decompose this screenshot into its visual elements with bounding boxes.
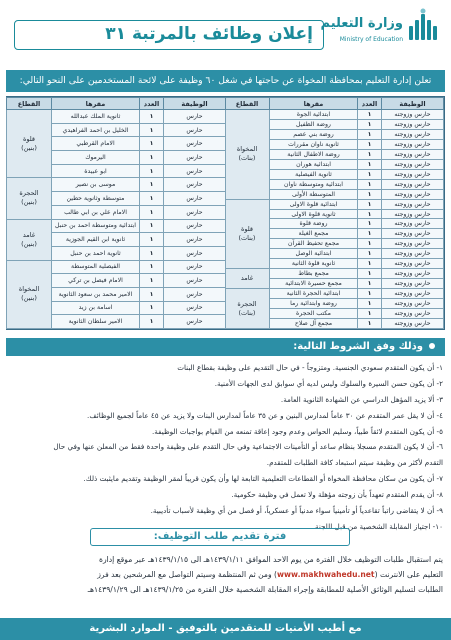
intro-text: تعلن إدارة التعليم بمحافظة المخواة عن حاجتها في شغل ٦٠ وظيفة على لائحة المستخدمين على النحو التالي: (6, 70, 445, 92)
condition-item: ١- أن يكون المتقدم سعودي الجنسية. ومتزوجاً - في حال التقديم على وظيفة بقطاع البنات (177, 363, 443, 372)
job-title-cell: حارس (164, 301, 226, 315)
table-row (7, 260, 226, 274)
count-cell: ١ (358, 299, 382, 309)
location-cell: الامام القرطبي (52, 137, 140, 151)
table-row (7, 178, 226, 192)
job-title-cell: حارس وزوجته (382, 119, 444, 129)
sector-cell (7, 110, 52, 178)
count-cell: ١ (140, 110, 164, 124)
count-cell: ١ (358, 159, 382, 169)
jobs-grid-left (6, 97, 226, 329)
location-cell: ثانوية قلوة الثانية (270, 259, 358, 269)
ministry-name-en: Ministry of Education (339, 36, 403, 43)
location-cell: ابتدائية الجوة (270, 110, 358, 120)
job-title-cell: حارس وزوجته (382, 219, 444, 229)
job-title-cell: حارس (164, 233, 226, 247)
job-title-cell: حارس وزوجته (382, 249, 444, 259)
table-header-row (225, 98, 444, 110)
count-cell: ١ (140, 315, 164, 329)
apply-line-2-end: ومن ثم المنتظمة وسيتم التواصل مع المرشحين بعد فرز (97, 570, 272, 579)
condition-item: ٨- أن يقدم المتقدم تعهداً بأن زوجته مؤهلة ولا تعمل في وظيفة حكومية. (231, 490, 443, 500)
ministry-name-ar: وزارة التعليم (320, 16, 403, 31)
location-cell: الامير محمد بن سعود الثانوية (52, 287, 140, 301)
job-title-cell: حارس (164, 192, 226, 206)
location-cell: الامير سلطان الثانوية (52, 315, 140, 329)
location-cell: ابو عبيدة (52, 164, 140, 178)
sector-name: غامد (22, 230, 36, 239)
job-title-cell: حارس وزوجته (382, 229, 444, 239)
sector-name: قلوة (22, 134, 36, 143)
table-row (7, 110, 226, 124)
count-cell: ١ (358, 149, 382, 159)
location-cell: الامام علي بن ابي طالب (52, 205, 140, 219)
count-cell: ١ (358, 119, 382, 129)
job-title-cell: حارس وزوجته (382, 189, 444, 199)
condition-item: التقدم لأكثر من وظيفة سيتم استبعاد كافة الطلبات للمتقدم. (266, 458, 443, 468)
sector-cell (225, 289, 270, 329)
condition-item: ٦- أن لا يكون المتقدم مسجلا بنظام ساعد أو التأمينات الاجتماعية وفي حال التقدم على وظيفة واحدة فقط من المعلن عنها وفي حال (53, 442, 443, 452)
condition-item: ٩- أن لا يتقاضى راتباً تقاعدياً أو تأمينياً سواء مدنياً أو عسكرياً، أو فصل من أي وظيفة لأسباب تأديبية. (150, 506, 443, 516)
table-row (225, 110, 444, 120)
job-title-cell: حارس وزوجته (382, 129, 444, 139)
location-cell: موسى بن نصير (52, 178, 140, 192)
count-cell: ١ (140, 123, 164, 137)
job-title-cell: حارس وزوجته (382, 319, 444, 329)
sector-gender: (بنين) (21, 239, 37, 248)
jobs-grid-right (224, 97, 444, 329)
job-title-cell: حارس وزوجته (382, 209, 444, 219)
header-count: العدد (140, 98, 164, 110)
job-title-cell: حارس (164, 274, 226, 288)
header-job: الوظيفة (382, 98, 444, 110)
job-title-cell: حارس (164, 287, 226, 301)
job-title-cell: حارس وزوجته (382, 159, 444, 169)
ministry-logo (320, 6, 441, 58)
job-title-cell: حارس وزوجته (382, 299, 444, 309)
condition-item: ٣- ألا يزيد المؤهل الدراسي عن الشهادة الثانوية العامة. (280, 394, 443, 404)
sector-gender: (بنات) (238, 308, 256, 317)
location-cell: ابتدائية الحجرة الثانية (270, 289, 358, 299)
count-cell: ١ (140, 178, 164, 192)
count-cell: ١ (358, 199, 382, 209)
count-cell: ١ (140, 301, 164, 315)
count-cell: ١ (140, 287, 164, 301)
job-title-cell: حارس (164, 260, 226, 274)
apply-line-3: الطلبات لتسليم الوثائق الأصلية للمطابقة وإجراء المقابلة الشخصية خلال الفترة من ١٤٣٩/١/٢٥هـ الى ١٤٣٩/١/٢٩هـ (87, 585, 443, 594)
job-title-cell: حارس وزوجته (382, 239, 444, 249)
job-title-cell: حارس وزوجته (382, 169, 444, 179)
table-row (7, 219, 226, 233)
job-title-cell: حارس وزوجته (382, 139, 444, 149)
sector-name: المخواة (18, 285, 40, 294)
count-cell: ١ (358, 139, 382, 149)
apply-line-1: يتم استقبال طلبات التوظيف خلال الفترة من يوم الاحد الموافق ١٤٣٩/١/١١هـ الى ١٤٣٩/١/١٥هـ عبر موقع إدارة (98, 555, 443, 564)
location-cell: مجمع الغيلة (270, 229, 358, 239)
location-cell: مجمع بطاط (270, 269, 358, 279)
location-cell: روضة الاطفال الثانية (270, 149, 358, 159)
job-title-cell: حارس وزوجته (382, 199, 444, 209)
job-title-cell: حارس (164, 178, 226, 192)
location-cell: روضة وابتدائية رما (270, 299, 358, 309)
location-cell: ثانوية الملك عبدالله (52, 110, 140, 124)
table-row (225, 199, 444, 209)
location-cell: روضة قلوة (270, 219, 358, 229)
count-cell: ١ (140, 219, 164, 233)
sector-cell (225, 110, 270, 200)
count-cell: ١ (358, 179, 382, 189)
condition-item: ٥- أن يكون المتقدم لائقاً طبياً، وسليم الحواس وعدم وجود إعاقة تمنعه من القيام بواجبات الوظيفة. (152, 426, 443, 436)
location-cell: مجمع تحفيظ القرآن (270, 239, 358, 249)
bullet-icon (429, 343, 435, 349)
table-row (225, 269, 444, 279)
apply-line-2-start: التعليم على الانترنت (379, 570, 443, 579)
sector-name: قلوة (240, 224, 254, 233)
count-cell: ١ (358, 229, 382, 239)
sector-name: الحجرة (237, 299, 257, 308)
page-title: إعلان وظائف بالمرتبة ٣١ (105, 24, 313, 44)
sector-cell (225, 199, 270, 269)
job-title-cell: حارس وزوجته (382, 179, 444, 189)
footer (0, 618, 451, 640)
condition-item: ٢- أن يكون حسن السيرة والسلوك وليس لديه أي سوابق لدى الجهات الأمنية. (214, 378, 443, 388)
header (0, 0, 451, 68)
sector-name: غامد (240, 274, 254, 283)
job-title-cell: حارس (164, 123, 226, 137)
job-title-cell: حارس وزوجته (382, 279, 444, 289)
location-cell: روضة بني عصم (270, 129, 358, 139)
job-title-cell: حارس (164, 246, 226, 260)
sector-cell (7, 219, 52, 260)
sector-gender: (بنين) (21, 198, 37, 207)
location-cell: ثانوية احمد بن حنبل (52, 246, 140, 260)
condition-item: ١٠- اجتياز المقابلة الشخصية من قبل اللجنة. (312, 521, 443, 531)
table-row (225, 289, 444, 299)
job-title-cell: حارس (164, 219, 226, 233)
count-cell: ١ (358, 129, 382, 139)
count-cell: ١ (358, 110, 382, 120)
footer-text: مع أطيب الأمنيات للمتقدمين بالتوفيق - الموارد البشرية (89, 623, 362, 634)
count-cell: ١ (358, 219, 382, 229)
header-location: مقرها (52, 98, 140, 110)
job-title-cell: حارس (164, 151, 226, 165)
sector-name: الحجرة (19, 189, 39, 198)
sector-gender: (بنات) (238, 233, 256, 242)
conditions-title: وذلك وفق الشروط التالية: (293, 341, 423, 352)
job-title-cell: حارس (164, 205, 226, 219)
title-banner (14, 20, 324, 50)
header-job: الوظيفة (164, 98, 226, 110)
count-cell: ١ (140, 192, 164, 206)
jobs-table-right (225, 97, 444, 329)
count-cell: ١ (358, 239, 382, 249)
sector-gender: (بنين) (21, 143, 37, 152)
job-title-cell: حارس وزوجته (382, 289, 444, 299)
apply-heading: فترة تقديم طلب التوظيف: (90, 528, 350, 546)
job-title-cell: حارس وزوجته (382, 110, 444, 120)
location-cell: ابتدائية هوران (270, 159, 358, 169)
condition-item: ٧- أن يكون من سكان محافظة المخواة أو القطاعات التعليمية التابعة لها وأن يكون قريباً لمقر الوظيفة وتقديم مايثبت ذلك. (83, 474, 443, 484)
count-cell: ١ (358, 249, 382, 259)
condition-item: ٤- أن لا يقل عمر المتقدم عن ٣٠ عاماً لمدارس البنين و عن ٣٥ عاماً لمدارس البنات ولا يزيد عن ٤٥ عاماً لجميع الوظائف. (87, 410, 443, 420)
job-title-cell: حارس (164, 137, 226, 151)
count-cell: ١ (140, 137, 164, 151)
job-title-cell: حارس (164, 110, 226, 124)
location-cell: الفيصلية المتوسطة (52, 260, 140, 274)
count-cell: ١ (358, 209, 382, 219)
location-cell: ثانوية الفيصلية (270, 169, 358, 179)
location-cell: ثانوية ابن القيم الجوزية (52, 233, 140, 247)
location-cell: مجمع آل صلاح (270, 319, 358, 329)
location-cell: اسامة بن زيد (52, 301, 140, 315)
location-cell: ابتدائية ومتوسطة احمد بن حنبل (52, 219, 140, 233)
jobs-table (6, 96, 445, 330)
count-cell: ١ (358, 319, 382, 329)
location-cell: الامام فيصل بن تركي (52, 274, 140, 288)
apply-text (8, 552, 443, 614)
header-count: العدد (358, 98, 382, 110)
count-cell: ١ (358, 289, 382, 299)
sector-cell (225, 269, 270, 289)
location-cell: مجمع حسيرة الابتدائية (270, 279, 358, 289)
ministry-logo-icon (405, 8, 441, 44)
jobs-table-left (7, 97, 226, 329)
conditions-list (8, 360, 443, 531)
job-title-cell: حارس وزوجته (382, 269, 444, 279)
location-cell: روضة الظفيل (270, 119, 358, 129)
count-cell: ١ (358, 169, 382, 179)
job-title-cell: حارس (164, 164, 226, 178)
count-cell: ١ (140, 246, 164, 260)
sector-gender: (بنات) (238, 154, 256, 163)
count-cell: ١ (358, 269, 382, 279)
job-title-cell: حارس وزوجته (382, 259, 444, 269)
job-title-cell: حارس وزوجته (382, 309, 444, 319)
count-cell: ١ (140, 151, 164, 165)
job-title-cell: حارس (164, 315, 226, 329)
sector-gender: (بنين) (21, 294, 37, 303)
location-cell: ابتدائية الوصل (270, 249, 358, 259)
count-cell: ١ (140, 233, 164, 247)
sector-cell (7, 260, 52, 328)
location-cell: ابتدائية قلوة الاولى (270, 199, 358, 209)
location-cell: الخليل بن احمد الفراهيدي (52, 123, 140, 137)
count-cell: ١ (140, 260, 164, 274)
count-cell: ١ (358, 279, 382, 289)
website-link[interactable]: www.makhwahedu.net (277, 570, 375, 579)
job-title-cell: حارس وزوجته (382, 149, 444, 159)
count-cell: ١ (140, 164, 164, 178)
count-cell: ١ (358, 259, 382, 269)
table-header-row (7, 98, 226, 110)
count-cell: ١ (358, 309, 382, 319)
apply-line-2: التعليم على الانترنت (www.makhwahedu.net) ومن ثم المنتظمة وسيتم التواصل مع المرشحين بعد فرز (97, 570, 443, 579)
header-sector: القطاع (7, 98, 52, 110)
location-cell: ثانوية قلوة الاولى (270, 209, 358, 219)
location-cell: متوسطة وثانوية حطين (52, 192, 140, 206)
location-cell: اليرموك (52, 151, 140, 165)
location-cell: ابتدائية ومتوسطة ناوان (270, 179, 358, 189)
count-cell: ١ (358, 189, 382, 199)
header-sector: القطاع (225, 98, 270, 110)
location-cell: ثانوية ناوان مقررات (270, 139, 358, 149)
sector-cell (7, 178, 52, 219)
sector-name: المخواة (236, 145, 258, 154)
location-cell: مكتب الحجرة (270, 309, 358, 319)
count-cell: ١ (140, 274, 164, 288)
conditions-heading (6, 338, 445, 356)
count-cell: ١ (140, 205, 164, 219)
header-location: مقرها (270, 98, 358, 110)
location-cell: المتوسطة الأولى (270, 189, 358, 199)
